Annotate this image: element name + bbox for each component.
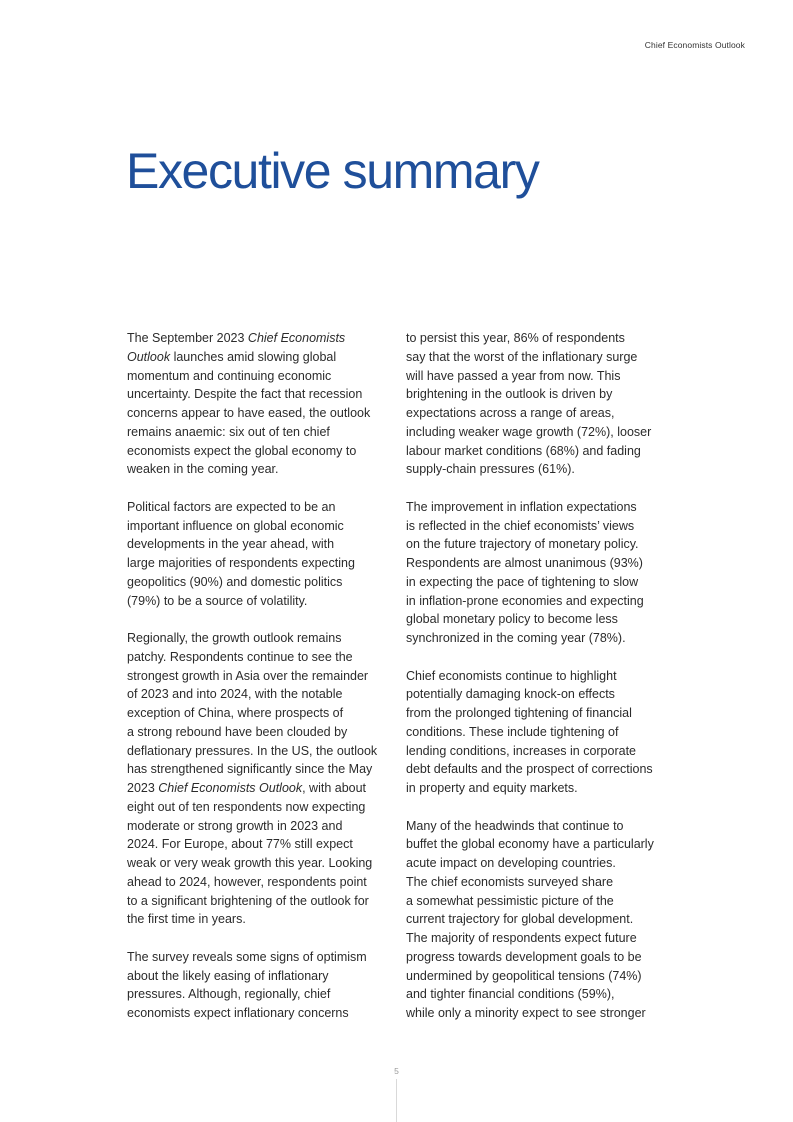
paragraph bbox=[406, 329, 668, 479]
text-line bbox=[127, 573, 389, 592]
text-line bbox=[406, 948, 668, 967]
text-line bbox=[127, 667, 389, 686]
text-line bbox=[127, 535, 389, 554]
text-line bbox=[127, 554, 389, 573]
text-line bbox=[127, 873, 389, 892]
text-run: undermined by geopolitical tensions (74%) bbox=[406, 968, 642, 983]
text-run: current trajectory for global development. bbox=[406, 912, 634, 927]
text-run: Respondents are almost unanimous (93%) bbox=[406, 556, 643, 570]
text-line bbox=[127, 779, 389, 798]
text-run: Many of the headwinds that continue to bbox=[406, 818, 624, 833]
text-run: in property and equity markets. bbox=[406, 781, 578, 795]
text-line bbox=[406, 1004, 668, 1023]
text-run: The chief economists surveyed share bbox=[406, 874, 614, 889]
text-line bbox=[127, 854, 389, 873]
text-run: eight out of ten respondents now expecting bbox=[127, 799, 366, 814]
text-run: acute impact on developing countries. bbox=[406, 856, 616, 870]
text-line bbox=[127, 948, 389, 967]
text-line bbox=[127, 517, 389, 536]
text-run: is reflected in the chief economists’ views bbox=[406, 518, 635, 533]
text-run: , with about bbox=[302, 781, 367, 795]
text-run: geopolitics (90%) and domestic politics bbox=[127, 574, 343, 589]
text-run: economists expect inflationary concerns bbox=[127, 1006, 349, 1020]
text-line bbox=[406, 854, 668, 873]
text-run: The September 2023 bbox=[127, 331, 248, 345]
italic-text-run: Chief Economists bbox=[247, 331, 346, 345]
text-line bbox=[406, 967, 668, 986]
text-line bbox=[406, 723, 668, 742]
text-line bbox=[127, 442, 389, 461]
text-line bbox=[406, 329, 668, 348]
text-run: in inflation-prone economies and expecting bbox=[406, 593, 644, 608]
text-run: uncertainty. Despite the fact that recession bbox=[127, 387, 363, 402]
text-run: of 2023 and into 2024, with the notable bbox=[127, 687, 343, 702]
text-run: pressures. Although, regionally, chief bbox=[127, 987, 331, 1002]
text-run: buffet the global economy have a particularly bbox=[406, 837, 654, 852]
text-line bbox=[406, 535, 668, 554]
text-line bbox=[406, 367, 668, 386]
text-run: potentially damaging knock-on effects bbox=[406, 687, 615, 702]
text-line bbox=[127, 910, 389, 929]
text-line bbox=[406, 779, 668, 798]
text-run: Regionally, the growth outlook remains bbox=[127, 631, 342, 645]
paragraph bbox=[406, 817, 668, 1023]
text-line bbox=[406, 873, 668, 892]
text-run: supply-chain pressures (61%). bbox=[406, 462, 575, 477]
text-run: including weaker wage growth (72%), looser bbox=[406, 424, 652, 439]
text-line bbox=[127, 798, 389, 817]
text-line bbox=[127, 760, 389, 779]
text-run: debt defaults and the prospect of corrections bbox=[406, 762, 653, 777]
text-run: while only a minority expect to see stronger bbox=[406, 1006, 646, 1020]
text-line bbox=[406, 667, 668, 686]
page-number: 5 bbox=[394, 1066, 399, 1076]
text-line bbox=[406, 348, 668, 367]
text-line bbox=[406, 835, 668, 854]
text-run: on the future trajectory of monetary policy. bbox=[406, 537, 639, 552]
paragraph bbox=[127, 498, 389, 611]
text-line bbox=[127, 348, 389, 367]
text-line bbox=[127, 385, 389, 404]
text-line bbox=[406, 554, 668, 573]
text-line bbox=[406, 423, 668, 442]
text-run: ahead to 2024, however, respondents point bbox=[127, 874, 367, 889]
text-run: important influence on global economic bbox=[127, 518, 344, 533]
text-run: exception of China, where prospects of bbox=[127, 706, 344, 720]
text-line bbox=[406, 929, 668, 948]
text-run: global monetary policy to become less bbox=[406, 612, 618, 627]
text-line bbox=[127, 648, 389, 667]
text-line bbox=[406, 385, 668, 404]
text-run: (79%) to be a source of volatility. bbox=[127, 593, 308, 608]
text-run: from the prolonged tightening of financial bbox=[406, 706, 632, 720]
text-run: remains anaemic: six out of ten chief bbox=[127, 424, 330, 439]
text-run: The majority of respondents expect future bbox=[406, 931, 637, 945]
text-run: say that the worst of the inflationary surge bbox=[406, 349, 638, 364]
text-column-right bbox=[406, 329, 668, 1042]
text-run: deflationary pressures. In the US, the outlook bbox=[127, 743, 378, 758]
text-line bbox=[127, 367, 389, 386]
text-line bbox=[406, 573, 668, 592]
text-line bbox=[406, 892, 668, 911]
text-run: conditions. These include tightening of bbox=[406, 724, 619, 739]
text-line bbox=[127, 685, 389, 704]
text-run: the first time in years. bbox=[127, 912, 246, 927]
text-run: lending conditions, increases in corporate bbox=[406, 743, 636, 758]
text-run: large majorities of respondents expecting bbox=[127, 556, 355, 570]
text-run: progress towards development goals to be bbox=[406, 949, 642, 964]
text-run: patchy. Respondents continue to see the bbox=[127, 649, 353, 664]
text-line bbox=[406, 592, 668, 611]
text-line bbox=[406, 610, 668, 629]
italic-text-run: Outlook bbox=[127, 349, 171, 364]
paragraph bbox=[127, 329, 389, 479]
text-line bbox=[127, 835, 389, 854]
text-run: The survey reveals some signs of optimism bbox=[127, 949, 367, 964]
text-run: a somewhat pessimistic picture of the bbox=[406, 893, 614, 908]
paragraph bbox=[406, 498, 668, 648]
text-run: synchronized in the coming year (78%). bbox=[406, 631, 626, 645]
text-run: about the likely easing of inflationary bbox=[127, 968, 329, 983]
text-line bbox=[406, 517, 668, 536]
text-line bbox=[406, 629, 668, 648]
text-run: expectations across a range of areas, bbox=[406, 406, 615, 420]
text-line bbox=[127, 404, 389, 423]
text-run: strongest growth in Asia over the remainder bbox=[127, 668, 369, 683]
text-run: Chief economists continue to highlight bbox=[406, 668, 617, 683]
text-line bbox=[127, 498, 389, 517]
text-run: Political factors are expected to be an bbox=[127, 499, 336, 514]
text-run: launches amid slowing global bbox=[170, 349, 337, 364]
text-line bbox=[127, 967, 389, 986]
text-run: economists expect the global economy to bbox=[127, 443, 357, 458]
text-line bbox=[406, 760, 668, 779]
running-header: Chief Economists Outlook bbox=[644, 40, 745, 50]
text-run: in expecting the pace of tightening to slow bbox=[406, 574, 639, 589]
text-run: weak or very weak growth this year. Looking bbox=[127, 856, 373, 870]
text-line bbox=[406, 498, 668, 517]
text-run: developments in the year ahead, with bbox=[127, 537, 335, 552]
text-run: 2024. For Europe, about 77% still expect bbox=[127, 837, 353, 852]
text-run: The improvement in inflation expectations bbox=[406, 499, 637, 514]
paragraph bbox=[127, 629, 389, 929]
text-line bbox=[127, 1004, 389, 1023]
italic-text-run: Chief Economists Outlook bbox=[158, 781, 303, 795]
text-line bbox=[127, 742, 389, 761]
text-line bbox=[127, 460, 389, 479]
paragraph bbox=[406, 667, 668, 798]
text-run: a strong rebound have been clouded by bbox=[127, 724, 348, 739]
text-run: and tighter financial conditions (59%), bbox=[406, 987, 615, 1002]
text-run: will have passed a year from now. This bbox=[406, 368, 621, 383]
text-line bbox=[127, 423, 389, 442]
text-run: moderate or strong growth in 2023 and bbox=[127, 818, 343, 833]
text-line bbox=[406, 460, 668, 479]
text-line bbox=[127, 629, 389, 648]
text-line bbox=[406, 685, 668, 704]
text-line bbox=[406, 442, 668, 461]
text-line bbox=[406, 704, 668, 723]
text-run: labour market conditions (68%) and fading bbox=[406, 443, 641, 458]
text-line bbox=[127, 892, 389, 911]
text-line bbox=[406, 910, 668, 929]
text-run: to persist this year, 86% of respondents bbox=[406, 331, 625, 345]
text-line bbox=[127, 985, 389, 1004]
paragraph bbox=[127, 948, 389, 1023]
text-line bbox=[127, 723, 389, 742]
text-line bbox=[127, 704, 389, 723]
text-run: has strengthened significantly since the May bbox=[127, 762, 373, 777]
text-run: concerns appear to have eased, the outlook bbox=[127, 406, 371, 420]
page-title: Executive summary bbox=[126, 143, 539, 199]
text-line bbox=[406, 742, 668, 761]
text-line bbox=[127, 817, 389, 836]
text-line bbox=[406, 404, 668, 423]
text-run: momentum and continuing economic bbox=[127, 368, 332, 383]
text-line bbox=[406, 817, 668, 836]
text-line bbox=[127, 592, 389, 611]
text-column-left bbox=[127, 329, 389, 1042]
text-line bbox=[406, 985, 668, 1004]
text-run: weaken in the coming year. bbox=[127, 462, 279, 477]
text-run: 2023 bbox=[127, 781, 159, 795]
footer-divider bbox=[396, 1079, 397, 1122]
text-run: to a significant brightening of the outlook for bbox=[127, 893, 369, 908]
text-line bbox=[127, 329, 389, 348]
text-run: brightening in the outlook is driven by bbox=[406, 387, 613, 402]
